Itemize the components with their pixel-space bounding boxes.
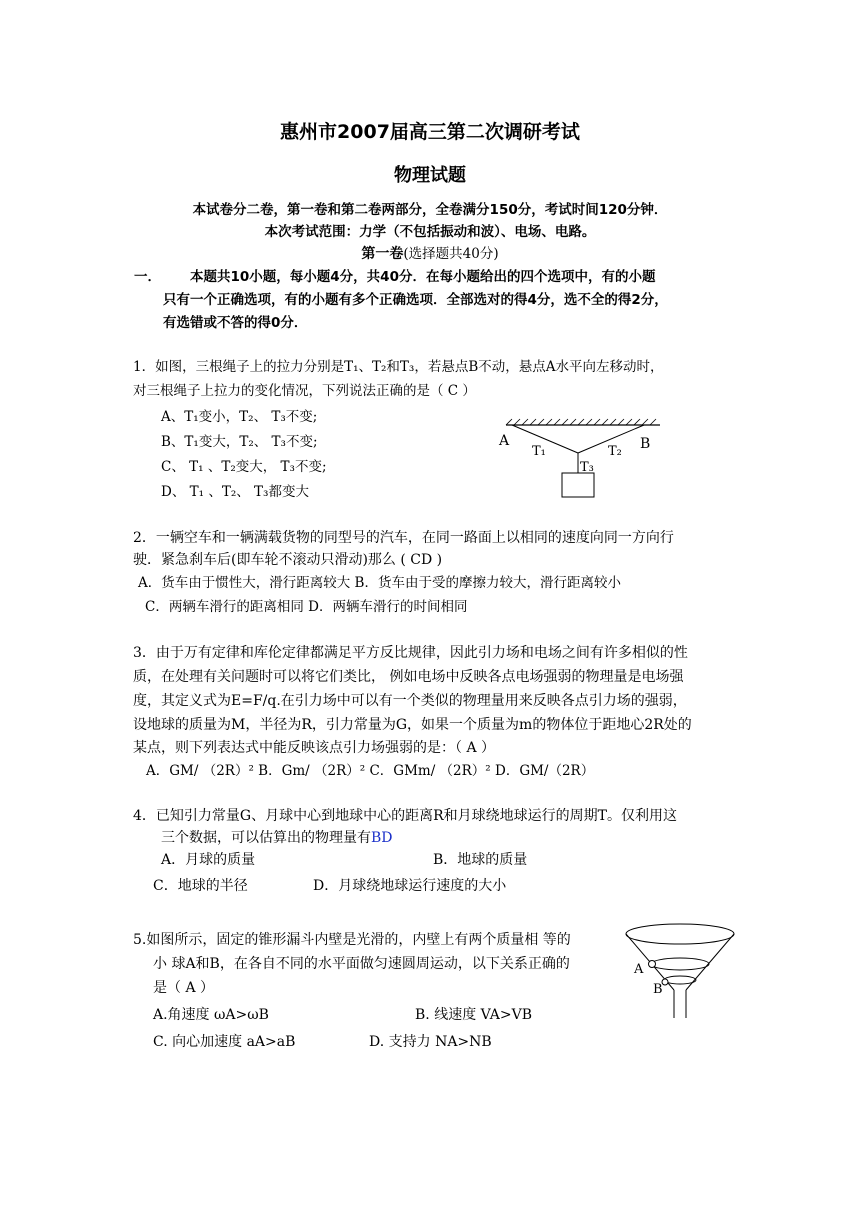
q5-funnel-diagram [620, 920, 740, 1020]
label-b: B [640, 436, 651, 452]
q5-option-a: A.角速度 ωA>ωB [153, 1007, 269, 1023]
q4-line-2-text: 三个数据，可以估算出的物理量有 [161, 830, 371, 846]
q2-options-row-2: C．两辆车滑行的距离相同 D．两辆车滑行的时间相同 [145, 599, 468, 615]
section-instruction-line-2: 只有一个正确选项，有的小题有多个正确选项．全部选对的得4分，选不全的得2分， [163, 292, 668, 308]
q3-line-3: 度，其定义式为E=F/q.在引力场中可以有一个类似的物理量用来反映各点引力场的强弱， [133, 693, 687, 709]
q2-line-1: 2．一辆空车和一辆满载货物的同型号的汽车，在同一路面上以相同的速度向同一方向行 [133, 530, 674, 546]
q5-option-d: D. 支持力 NA>NB [369, 1034, 492, 1050]
funnel-label-a: A [634, 962, 644, 977]
q3-line-2: 质，在处理有关问题时可以将它们类比， 例如电场中反映各点电场强弱的物理量是电场强 [133, 669, 684, 685]
ball-b [662, 979, 668, 985]
exam-info-line-2: 本次考试范围：力学（不包括振动和波）、电场、电路。 [264, 224, 596, 240]
hanging-block [562, 473, 594, 497]
part-heading [0, 242, 860, 263]
q1-option-a: A、T₁变小，T₂、 T₃不变; [161, 409, 318, 425]
ball-a [649, 961, 656, 968]
q1-option-b: B、T₁变大，T₂、 T₃不变; [161, 434, 318, 450]
q1-line-1: 1．如图，三根绳子上的拉力分别是T₁、T₂和T₃，若悬点B不动，悬点A水平向左移动时， [133, 359, 664, 375]
q2-line-2: 驶．紧急刹车后(即车轮不滚动只滑动)那么 ( CD ) [133, 552, 443, 568]
q4-option-c: C．地球的半径 [153, 878, 248, 894]
funnel-label-b: B [653, 982, 663, 997]
q5-option-c: C. 向心加速度 aA>aB [153, 1034, 296, 1050]
q1-rope-diagram [490, 415, 670, 505]
q5-line-3: 是（ A ） [153, 980, 215, 996]
q4-line-2 [161, 827, 393, 847]
section-instruction-line-1: 本题共10小题，每小题4分，共40分．在每小题给出的四个选项中，有的小题 [190, 269, 656, 285]
q5-line-1: 5.如图所示，固定的锥形漏斗内壁是光滑的，内壁上有两个质量相 等的 [133, 932, 571, 948]
q1-option-c: C、 T₁ 、T₂变大， T₃不变; [161, 459, 327, 475]
part-heading-paren: (选择题共40分) [403, 246, 499, 262]
label-t1: T₁ [532, 444, 546, 459]
label-t2: T₂ [608, 444, 622, 459]
q3-line-5: 某点，则下列表达式中能反映该点引力场强弱的是：（ A ） [133, 740, 496, 756]
orbit-b [664, 976, 696, 984]
q1-option-d: D、 T₁ 、T₂、 T₃都变大 [161, 484, 309, 500]
section-number: 一． [134, 269, 161, 285]
exam-title: 惠州市2007届高三第二次调研考试 [280, 121, 580, 143]
funnel-rim [626, 924, 734, 944]
q3-line-4: 设地球的质量为M，半径为R，引力常量为G，如果一个质量为m的物体位于距地心2R处的 [133, 717, 692, 733]
q5-option-b: B. 线速度 VA>VB [415, 1007, 533, 1023]
q4-option-a: A．月球的质量 [161, 852, 256, 868]
label-a: A [499, 433, 510, 449]
q3-options: A．GM/ （2R）² B．Gm/ （2R）² C．GMm/ （2R）² D．GM/（2R） [146, 763, 595, 779]
part-heading-bold: 第一卷 [361, 246, 404, 262]
label-t3: T₃ [580, 460, 594, 475]
q4-option-b: B．地球的质量 [433, 852, 528, 868]
q4-answer: BD [371, 830, 393, 846]
section-instruction-line-3: 有选错或不答的得0分． [163, 315, 308, 331]
q5-line-2: 小 球A和B，在各自不同的水平面做匀速圆周运动，以下关系正确的 [153, 956, 570, 972]
q4-option-d: D．月球绕地球运行速度的大小 [313, 878, 507, 894]
orbit-a [651, 958, 709, 970]
exam-info-line-1: 本试卷分二卷，第一卷和第二卷两部分，全卷满分150分，考试时间120分钟． [192, 202, 668, 218]
q4-line-1: 4．已知引力常量G、月球中心到地球中心的距离R和月球绕地球运行的周期T。仅利用这 [133, 808, 677, 824]
ceiling-hatching [506, 419, 656, 425]
subject-title: 物理试题 [394, 165, 466, 186]
q3-line-1: 3．由于万有定律和库伦定律都满足平方反比规律，因此引力场和电场之间有许多相似的性 [133, 645, 688, 661]
q1-line-2: 对三根绳子上拉力的变化情况，下列说法正确的是（ C ） [133, 383, 476, 399]
q2-options-row-1: A．货车由于惯性大，滑行距离较大 B．货车由于受的摩擦力较大，滑行距离较小 [138, 575, 621, 591]
